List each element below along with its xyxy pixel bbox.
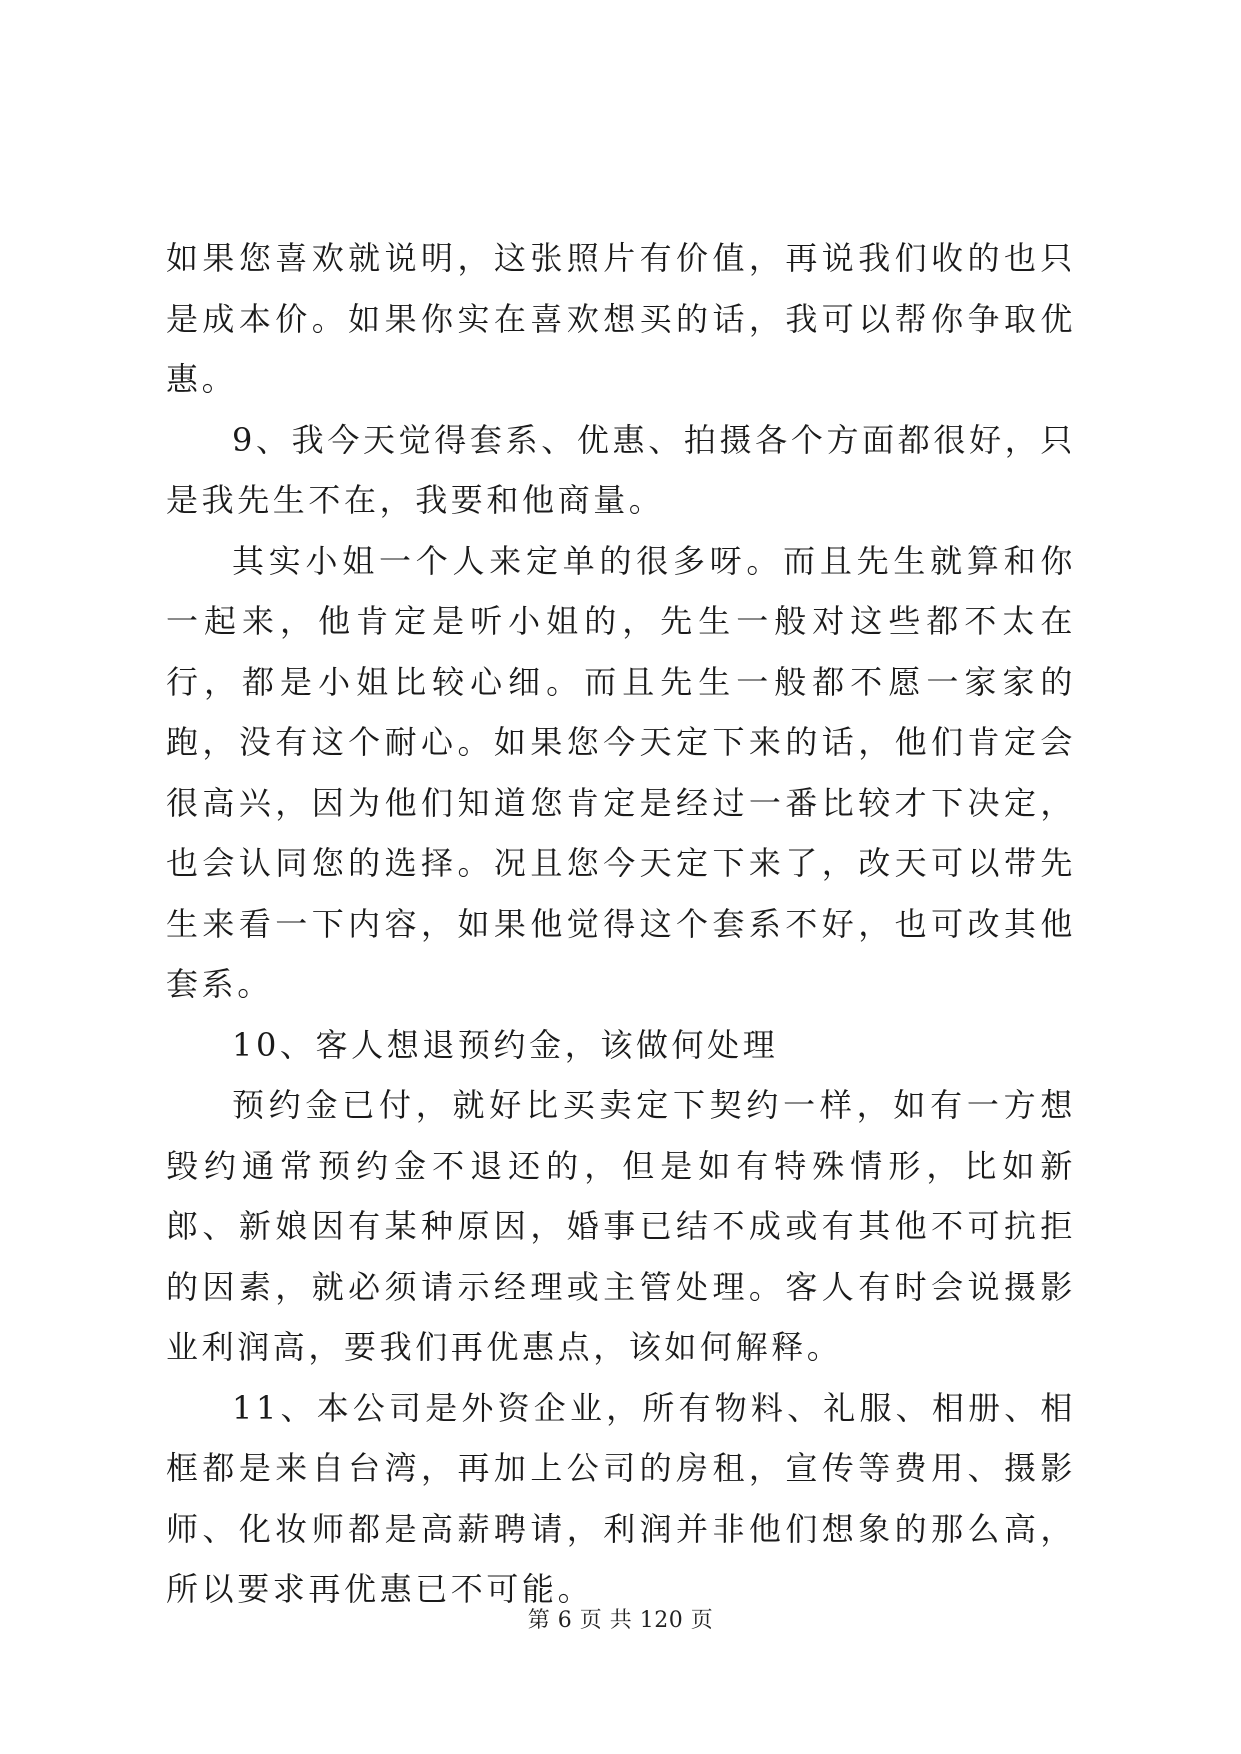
paragraph-answer-10: 预约金已付，就好比买卖定下契约一样，如有一方想毁约通常预约金不退还的，但是如有特殊情形，比如新郎、新娘因有某种原因，婚事已结不成或有其他不可抗拒的因素，就必须请示经理或主管处理。客人有时会说摄影业利润高，要我们再优惠点，该如何解释。: [166, 1086, 1076, 1366]
paragraph-answer-9: 其实小姐一个人来定单的很多呀。而且先生就算和你一起来，他肯定是听小姐的，先生一般对这些都不太在行，都是小姐比较心细。而且先生一般都不愿一家家的跑，没有这个耐心。如果您今天定下来的话，他们肯定会很高兴，因为他们知道您肯定是经过一番比较才下决定，也会认同您的选择。况且您今天定下来了，改天可以带先生来看一下内容，如果他觉得这个套系不好，也可改其他套系。: [166, 541, 1076, 1003]
document-body: [166, 228, 1076, 1620]
paragraph-question-11: 11、本公司是外资企业，所有物料、礼服、相册、相框都是来自台湾，再加上公司的房租，宣传等费用、摄影师、化妆师都是高薪聘请，利润并非他们想象的那么高，所以要求再优惠已不可能。: [166, 1388, 1076, 1608]
paragraph-question-9: 9、我今天觉得套系、优惠、拍摄各个方面都很好，只是我先生不在，我要和他商量。: [166, 420, 1076, 519]
paragraph-question-10: 10、客人想退预约金，该做何处理: [232, 1025, 779, 1064]
paragraph-continuation: 如果您喜欢就说明，这张照片有价值，再说我们收的也只是成本价。如果你实在喜欢想买的话，我可以帮你争取优惠。: [166, 239, 1076, 398]
page-number-footer: 第 6 页 共 120 页: [527, 1608, 714, 1633]
